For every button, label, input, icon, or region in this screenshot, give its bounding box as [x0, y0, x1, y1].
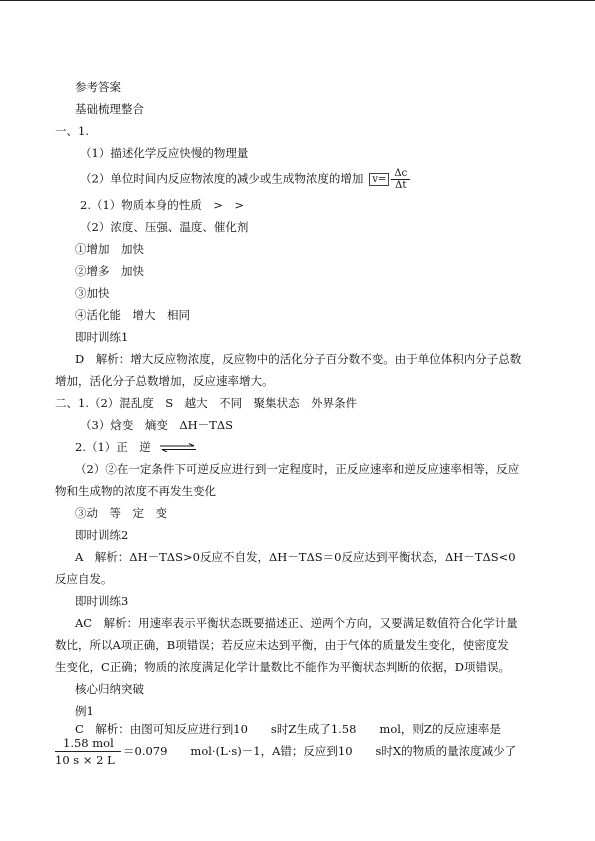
fraction-bar [55, 751, 121, 752]
text-line: 数比，所以A项正确，B项错误；若反应未达到平衡，由于气体的质量发生变化，使密度发 [55, 638, 509, 652]
text-line: ③动 等 定 变 [75, 506, 167, 520]
text-line: （1）描述化学反应快慢的物理量 [80, 146, 249, 160]
rate-formula-fraction [391, 168, 410, 191]
exercise-heading: 即时训练2 [75, 528, 129, 542]
text-line: ③加快 [75, 286, 110, 300]
text-span: （2）单位时间内反应物浓度的减少或生成物浓度的增加 [80, 171, 364, 186]
text-line: ②增多 加快 [75, 264, 144, 278]
reversible-arrow-icon [159, 441, 197, 455]
part-one-item-1: 一、1. [55, 124, 89, 138]
fraction-numerator: Δc [391, 168, 410, 180]
text-line: 物和生成物的浓度不再发生变化 [55, 484, 216, 498]
fraction-denominator: Δt [395, 180, 407, 191]
rate-calculation-fraction [55, 736, 121, 767]
text-line: AC 解析：用速率表示平衡状态既要描述正、逆两个方向，又要满足数值符合化学计量 [75, 616, 518, 630]
exercise-heading: 即时训练1 [75, 330, 129, 344]
text-line: A 解析：ΔH－TΔS>0反应不自发，ΔH－TΔS＝0反应达到平衡状态，ΔH－TΔS<0 [75, 550, 516, 564]
text-span: 2.（1）正 逆 [75, 440, 151, 454]
text-line: C 解析：由图可知反应进行到10 s时Z生成了1.58 mol，则Z的反应速率是 [75, 722, 501, 736]
text-line: （2）②在一定条件下可逆反应进行到一定程度时，正反应速率和逆反应速率相等，反应 [75, 462, 520, 476]
fraction-denominator: 10 s × 2 L [55, 753, 115, 767]
fraction-numerator: 1.58 mol [63, 736, 114, 750]
section-heading-core: 核心归纳突破 [75, 682, 144, 696]
text-line: ＝0.079 mol·(L·s)－1，A错；反应到10 s时X的物质的量浓度减少了 [123, 744, 517, 758]
text-line: 生变化，C正确；物质的浓度满足化学计量数比不能作为平衡状态判断的依据，D项错误。 [55, 660, 511, 674]
text-line: （2）浓度、压强、温度、催化剂 [80, 220, 249, 234]
text-line: 增加，活化分子总数增加，反应速率增大。 [55, 374, 274, 388]
answer-heading: 参考答案 [75, 80, 121, 94]
text-line: ①增加 加快 [75, 242, 144, 256]
text-line: 反应自发。 [55, 572, 113, 586]
top-rule [0, 0, 595, 1]
exercise-heading: 即时训练3 [75, 594, 129, 608]
section-heading-basics: 基础梳理整合 [75, 102, 144, 116]
reversible-line [75, 440, 197, 455]
text-line: ④活化能 增大 相同 [75, 308, 190, 322]
text-line: D 解析：增大反应物浓度，反应物中的活化分子百分数不变。由于单位体积内分子总数 [75, 352, 522, 366]
part-two-item-1: 二、1.（2）混乱度 S 越大 不同 聚集状态 外界条件 [55, 396, 358, 410]
rate-definition-line [80, 168, 410, 191]
rate-symbol-box: v= [369, 173, 389, 186]
text-line: 2.（1）物质本身的性质 > > [80, 198, 245, 212]
example-heading: 例1 [75, 704, 94, 718]
text-line: （3）焓变 熵变 ΔH－TΔS [80, 418, 234, 432]
